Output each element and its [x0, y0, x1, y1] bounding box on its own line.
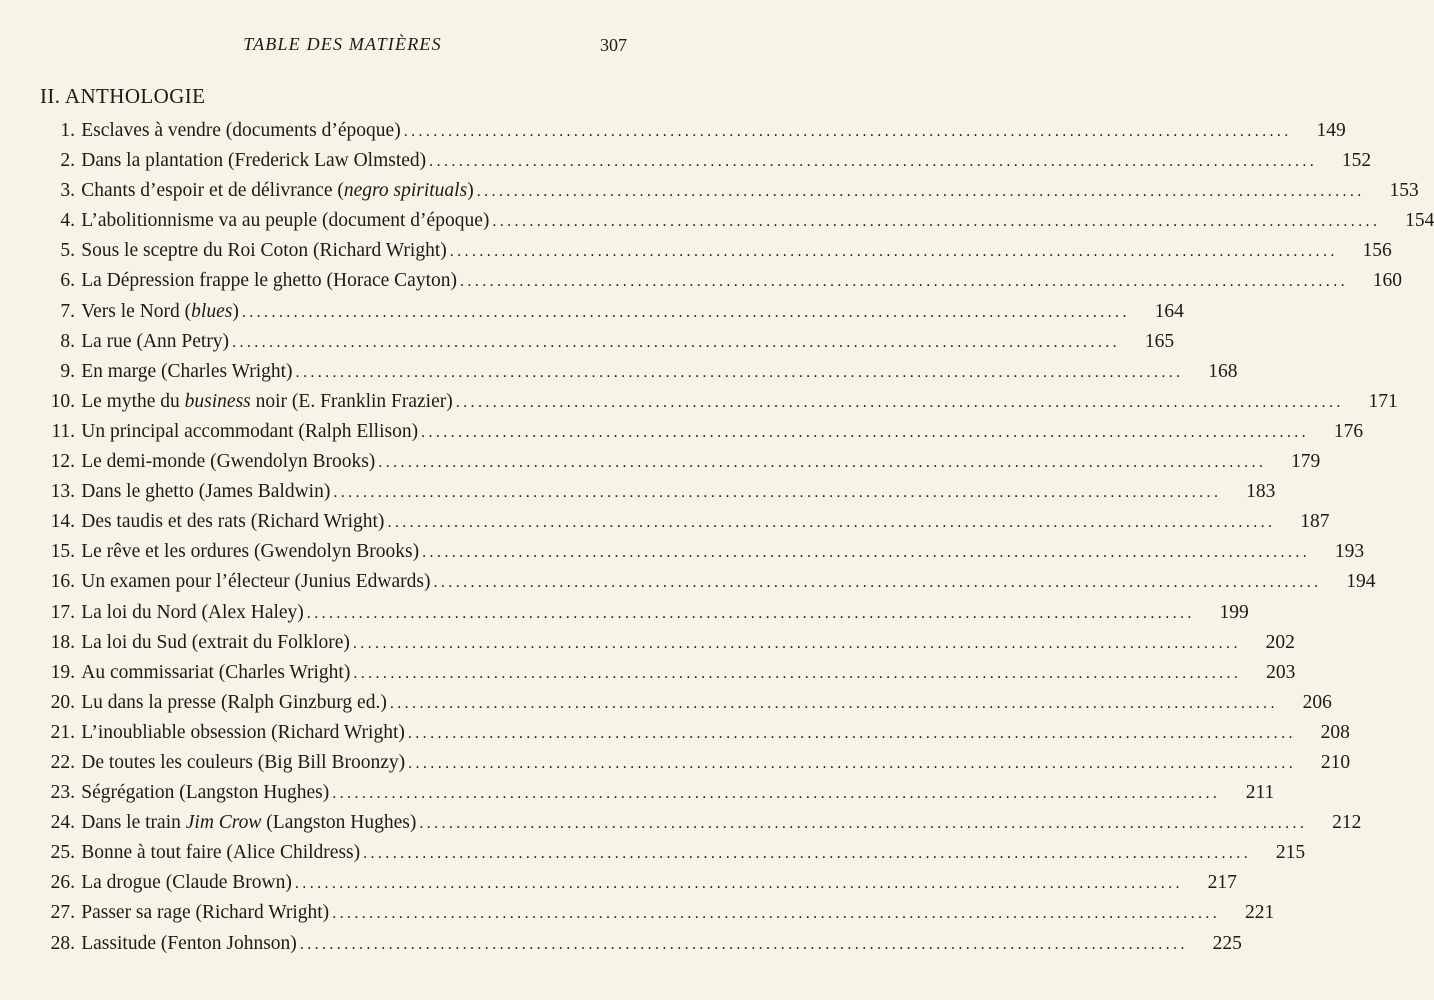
entry-title	[75, 628, 350, 658]
toc-entry	[38, 567, 1376, 597]
entry-page-number: 152	[1341, 150, 1372, 172]
dot-leader	[492, 207, 1380, 237]
entry-number: 17.	[50, 601, 75, 623]
entry-title	[75, 387, 453, 417]
entry-page-number: 210	[1320, 751, 1351, 773]
entry-title	[75, 236, 447, 266]
entry-number: 9.	[60, 360, 75, 382]
entry-title	[75, 567, 431, 597]
toc-entry	[38, 327, 1175, 357]
entry-title-part: Dans le ghetto (James Baldwin)	[81, 481, 331, 503]
entry-title-part: Le demi-monde (Gwendolyn Brooks)	[81, 451, 376, 473]
entry-title-part: Lassitude (Fenton Johnson)	[81, 932, 297, 954]
entry-number: 25.	[50, 842, 75, 864]
entry-title-italic-part: negro spirituals	[343, 180, 468, 202]
entry-title-part: La Dépression frappe le ghetto (Horace Cayton)	[81, 270, 457, 292]
entry-page-number: 212	[1332, 812, 1362, 834]
entry-number: 24.	[50, 812, 75, 834]
entry-page-number: 199	[1219, 601, 1249, 623]
entry-title	[75, 357, 293, 387]
dot-leader	[404, 117, 1292, 147]
entry-page-number: 225	[1212, 932, 1242, 954]
entry-title	[75, 417, 418, 447]
entry-title	[75, 327, 229, 357]
entry-page-number: 208	[1320, 721, 1350, 743]
entry-title	[75, 116, 401, 146]
toc-entry	[38, 507, 1330, 537]
entry-number: 5.	[60, 240, 75, 262]
entry-title-part: Sous le sceptre du Roi Coton (Richard Wright)	[81, 240, 447, 262]
entry-title	[75, 929, 297, 959]
running-head-title: TABLE DES MATIÈRES	[243, 34, 442, 54]
entry-number: 20.	[50, 691, 75, 713]
entry-number: 8.	[60, 330, 75, 352]
entry-title-part: Passer sa rage (Richard Wright)	[81, 902, 330, 924]
entry-number: 13.	[50, 481, 75, 503]
entry-title-part: Chants d’espoir et de délivrance (	[81, 180, 344, 202]
toc-entry	[38, 206, 1434, 236]
entry-number: 4.	[60, 210, 75, 232]
entry-page-number: 153	[1389, 180, 1419, 202]
toc-entry	[38, 477, 1276, 507]
entry-title	[75, 688, 387, 718]
dot-leader	[353, 629, 1241, 659]
entry-number: 16.	[50, 571, 75, 593]
entry-title	[75, 297, 239, 327]
entry-page-number: 156	[1362, 240, 1392, 262]
entry-title-part: Dans la plantation (Frederick Law Olmsted)	[81, 150, 427, 172]
entry-title-part: L’abolitionnisme va au peuple (document d’époque)	[81, 210, 490, 232]
entry-number: 26.	[50, 872, 75, 894]
dot-leader	[390, 689, 1278, 719]
entry-title-italic-part: blues	[191, 300, 233, 322]
entry-title-part: La loi du Sud (extrait du Folklore)	[81, 631, 350, 653]
dot-leader	[422, 538, 1310, 568]
dot-leader	[296, 358, 1184, 388]
entry-number: 1.	[60, 120, 75, 141]
entry-number: 22.	[50, 751, 75, 773]
toc-entry	[38, 116, 1346, 146]
dot-leader	[421, 418, 1309, 448]
entry-title	[75, 808, 416, 838]
dot-leader	[242, 298, 1130, 328]
entry-title	[75, 447, 375, 477]
entry-title	[75, 598, 304, 628]
entry-title-part: Au commissariat (Charles Wright)	[81, 661, 351, 683]
entry-page-number: 183	[1246, 481, 1276, 503]
toc-entry	[38, 387, 1398, 417]
entry-page-number: 202	[1265, 631, 1295, 653]
entry-title-part: Bonne à tout faire (Alice Childress)	[81, 842, 361, 864]
entry-page-number: 149	[1316, 120, 1346, 141]
table-of-contents	[38, 116, 1434, 959]
entry-number: 2.	[60, 150, 75, 172]
entry-page-number: 168	[1208, 360, 1238, 382]
toc-entry	[38, 838, 1306, 868]
entry-title	[75, 838, 360, 868]
entry-page-number: 171	[1368, 390, 1398, 412]
entry-page-number: 221	[1244, 902, 1275, 924]
running-head	[0, 34, 685, 58]
toc-entry	[38, 748, 1351, 778]
dot-leader	[333, 478, 1221, 508]
entry-title	[75, 507, 384, 537]
dot-leader	[408, 749, 1296, 779]
dot-leader	[434, 568, 1322, 598]
entry-title-part: )	[232, 300, 239, 322]
toc-entry	[38, 236, 1392, 266]
entry-title-part: De toutes les couleurs (Big Bill Broonzy)	[81, 751, 406, 773]
dot-leader	[450, 237, 1338, 267]
dot-leader	[300, 930, 1188, 960]
toc-entry	[38, 718, 1350, 748]
dot-leader	[307, 599, 1195, 629]
entry-title-italic-part: Jim Crow	[185, 812, 262, 834]
entry-title	[75, 477, 330, 507]
toc-entry	[38, 417, 1364, 447]
section-title: II. ANTHOLOGIE	[40, 84, 206, 108]
entry-number: 15.	[50, 541, 75, 563]
toc-entry	[38, 658, 1296, 688]
entry-title	[75, 748, 405, 778]
toc-entry	[38, 929, 1242, 959]
dot-leader	[353, 659, 1241, 689]
entry-number: 28.	[50, 932, 75, 954]
entry-number: 11.	[51, 420, 75, 442]
entry-number: 10.	[50, 390, 75, 412]
entry-number: 14.	[50, 511, 75, 533]
dot-leader	[363, 839, 1251, 869]
dot-leader	[460, 267, 1348, 297]
entry-number: 12.	[50, 451, 75, 473]
entry-page-number: 193	[1334, 541, 1365, 563]
entry-title-part: La rue (Ann Petry)	[81, 330, 230, 352]
entry-title	[75, 658, 350, 688]
entry-title	[75, 868, 292, 898]
entry-page-number: 187	[1300, 511, 1330, 533]
entry-title	[75, 146, 426, 176]
toc-entry	[38, 898, 1275, 928]
entry-page-number: 206	[1302, 691, 1332, 713]
toc-entry	[38, 868, 1237, 898]
entry-page-number: 176	[1333, 420, 1364, 442]
toc-entry	[38, 357, 1238, 387]
entry-title-part: L’inoubliable obsession (Richard Wright)	[81, 721, 405, 743]
entry-page-number: 203	[1266, 661, 1296, 683]
toc-entry	[38, 628, 1295, 658]
entry-title	[75, 206, 489, 236]
entry-number: 18.	[50, 631, 75, 653]
entry-number: 21.	[50, 721, 75, 743]
entry-title-italic-part: business	[184, 390, 251, 412]
entry-title-part: Vers le Nord (	[81, 300, 192, 322]
entry-title	[75, 176, 474, 206]
toc-entry	[38, 537, 1365, 567]
entry-title-part: Esclaves à vendre (documents d’époque)	[81, 120, 401, 141]
toc-entry	[38, 808, 1362, 838]
toc-entry	[38, 266, 1402, 296]
entry-title-part: Dans le train	[81, 812, 186, 834]
entry-title-part: noir (E. Franklin Frazier)	[250, 390, 453, 412]
page-number: 307	[600, 35, 627, 55]
entry-title	[75, 718, 405, 748]
entry-page-number: 211	[1245, 782, 1275, 804]
entry-title	[75, 898, 329, 928]
entry-title-part: Un examen pour l’électeur (Junius Edwards)	[81, 571, 431, 593]
entry-page-number: 165	[1144, 330, 1175, 352]
entry-title	[75, 537, 419, 567]
entry-title	[75, 266, 457, 296]
entry-number: 23.	[50, 782, 75, 804]
entry-title-part: La drogue (Claude Brown)	[81, 872, 292, 894]
toc-entry	[38, 778, 1275, 808]
dot-leader	[387, 508, 1275, 538]
entry-page-number: 154	[1405, 210, 1434, 232]
entry-page-number: 215	[1275, 842, 1306, 864]
entry-number: 6.	[60, 270, 75, 292]
entry-page-number: 164	[1154, 300, 1184, 322]
toc-entry	[38, 447, 1321, 477]
toc-entry	[38, 297, 1184, 327]
entry-number: 3.	[60, 180, 75, 202]
entry-page-number: 160	[1372, 270, 1402, 292]
dot-leader	[232, 328, 1120, 358]
toc-entry	[38, 146, 1372, 176]
entry-number: 7.	[60, 300, 75, 322]
dot-leader	[419, 809, 1307, 839]
entry-title-part: La loi du Nord (Alex Haley)	[81, 601, 304, 623]
dot-leader	[378, 448, 1266, 478]
entry-title-part: Le rêve et les ordures (Gwendolyn Brooks)	[81, 541, 420, 563]
entry-page-number: 194	[1346, 571, 1376, 593]
entry-title-part: Ségrégation (Langston Hughes)	[81, 782, 330, 804]
entry-page-number: 179	[1291, 451, 1321, 473]
dot-leader	[332, 779, 1220, 809]
entry-title-part: Des taudis et des rats (Richard Wright)	[81, 511, 385, 533]
entry-title-part: (Langston Hughes)	[261, 812, 417, 834]
entry-title-part: Lu dans la presse (Ralph Ginzburg ed.)	[81, 691, 387, 713]
entry-number: 19.	[50, 661, 75, 683]
entry-title-part: )	[467, 180, 474, 202]
dot-leader	[429, 147, 1317, 177]
toc-entry	[38, 688, 1332, 718]
toc-entry	[38, 598, 1249, 628]
dot-leader	[295, 869, 1183, 899]
entry-number: 27.	[50, 902, 75, 924]
toc-entry	[38, 176, 1419, 206]
dot-leader	[332, 899, 1220, 929]
entry-title	[75, 778, 329, 808]
entry-title-part: Le mythe du	[81, 390, 185, 412]
entry-page-number: 217	[1207, 872, 1237, 894]
entry-title-part: Un principal accommodant (Ralph Ellison)	[81, 420, 419, 442]
dot-leader	[456, 388, 1344, 418]
dot-leader	[477, 177, 1365, 207]
entry-title-part: En marge (Charles Wright)	[81, 360, 293, 382]
dot-leader	[408, 719, 1296, 749]
